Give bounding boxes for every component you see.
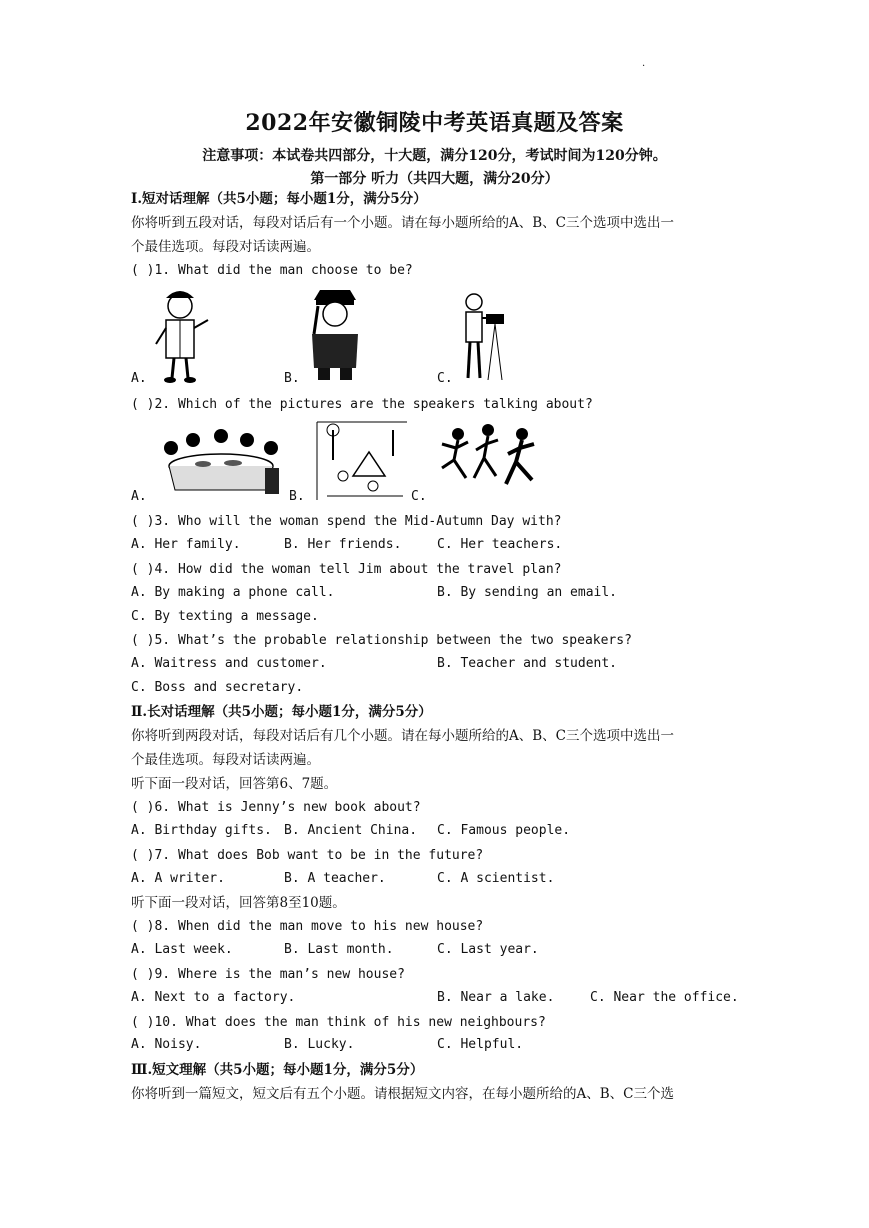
q3-option-b: B. Her friends. [284, 537, 402, 552]
q8-option-c: C. Last year. [437, 942, 539, 957]
q9-option-a: A. Next to a factory. [131, 990, 296, 1005]
part-one-heading: 第一部分 听力（共四大题，满分20分） [310, 171, 559, 187]
section-1-instruction-1: 你将听到五段对话，每段对话后有一个小题。请在每小题所给的A、B、C三个选项中选出一 [131, 215, 674, 231]
question-7: ( )7. What does Bob want to be in the future? [131, 848, 484, 863]
family-dinner-image [153, 428, 289, 498]
q1-option-a-label: A. [131, 371, 147, 386]
q8-option-b: B. Last month. [284, 942, 394, 957]
dialogue-1-instruction: 听下面一段对话，回答第6、7题。 [131, 776, 338, 792]
q4-option-a: A. By making a phone call. [131, 585, 335, 600]
section-3-instruction-1: 你将听到一篇短文，短文后有五个小题。请根据短文内容，在每小题所给的A、B、C三个选 [131, 1086, 674, 1102]
section-1-heading: Ⅰ.短对话理解（共5小题；每小题1分，满分5分） [131, 191, 427, 207]
doctor-image [152, 284, 214, 384]
q6-option-c: C. Famous people. [437, 823, 571, 838]
question-6: ( )6. What is Jenny’s new book about? [131, 800, 421, 815]
camping-image [313, 420, 409, 502]
question-4: ( )4. How did the woman tell Jim about the travel plan? [131, 562, 562, 577]
q4-option-c: C. By texting a message. [131, 609, 319, 624]
q3-option-a: A. Her family. [131, 537, 241, 552]
q6-option-b: B. Ancient China. [284, 823, 418, 838]
dialogue-2-instruction: 听下面一段对话，回答第8至10题。 [131, 895, 346, 911]
q4-option-b: B. By sending an email. [437, 585, 618, 600]
section-2-heading: Ⅱ.长对话理解（共5小题；每小题1分，满分5分） [131, 704, 432, 720]
q3-option-c: C. Her teachers. [437, 537, 563, 552]
q2-option-a-label: A. [131, 489, 147, 504]
corner-dot: . [642, 58, 646, 69]
question-5: ( )5. What’s the probable relationship between the two speakers? [131, 633, 632, 648]
q10-option-b: B. Lucky. [284, 1037, 355, 1052]
q5-option-a: A. Waitress and customer. [131, 656, 327, 671]
q5-option-c: C. Boss and secretary. [131, 680, 304, 695]
q9-option-c: C. Near the office. [590, 990, 739, 1005]
q2-option-b-label: B. [289, 489, 305, 504]
question-8: ( )8. When did the man move to his new house? [131, 919, 484, 934]
section-3-heading: Ⅲ.短文理解（共5小题；每小题1分，满分5分） [131, 1062, 424, 1078]
q2-option-c-label: C. [411, 489, 427, 504]
question-10: ( )10. What does the man think of his new neighbours? [131, 1015, 546, 1030]
q5-option-b: B. Teacher and student. [437, 656, 618, 671]
q9-option-b: B. Near a lake. [437, 990, 555, 1005]
q7-option-b: B. A teacher. [284, 871, 386, 886]
question-2: ( )2. Which of the pictures are the speakers talking about? [131, 397, 593, 412]
q7-option-c: C. A scientist. [437, 871, 555, 886]
q7-option-a: A. A writer. [131, 871, 225, 886]
q1-option-c-label: C. [437, 371, 453, 386]
section-2-instruction-1: 你将听到两段对话，每段对话后有几个小题。请在每小题所给的A、B、C三个选项中选出一 [131, 728, 674, 744]
running-race-image [436, 420, 544, 502]
q10-option-c: C. Helpful. [437, 1037, 524, 1052]
q6-option-a: A. Birthday gifts. [131, 823, 272, 838]
question-9: ( )9. Where is the man’s new house? [131, 967, 405, 982]
question-1: ( )1. What did the man choose to be? [131, 263, 413, 278]
cameraman-image [456, 288, 510, 384]
q8-option-a: A. Last week. [131, 942, 233, 957]
q1-option-b-label: B. [284, 371, 300, 386]
page-title: 2022年安徽铜陵中考英语真题及答案 [245, 110, 624, 136]
question-3: ( )3. Who will the woman spend the Mid-Autumn Day with? [131, 514, 562, 529]
section-2-instruction-2: 个最佳选项。每段对话读两遍。 [131, 752, 320, 768]
q10-option-a: A. Noisy. [131, 1037, 202, 1052]
police-officer-image [304, 284, 366, 384]
section-1-instruction-2: 个最佳选项。每段对话读两遍。 [131, 239, 320, 255]
notice-line: 注意事项：本试卷共四部分，十大题，满分120分，考试时间为120分钟。 [202, 148, 667, 164]
